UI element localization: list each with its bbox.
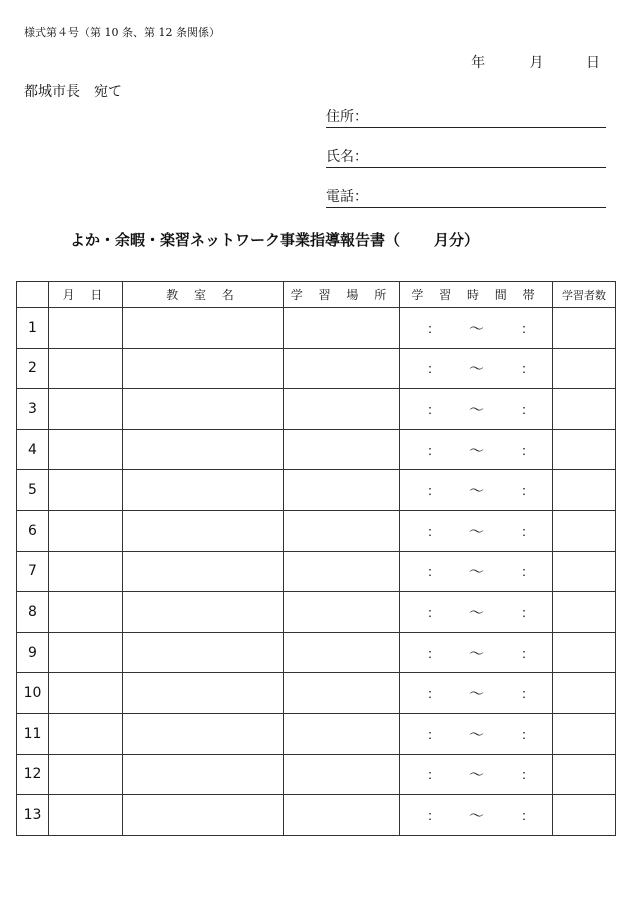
table-row: [17, 795, 616, 836]
class-name-cell[interactable]: [123, 470, 284, 511]
date-cell[interactable]: [49, 795, 123, 836]
time-range-tilde: ～: [469, 644, 485, 663]
location-cell[interactable]: [284, 308, 400, 349]
name-label: 氏名：: [326, 149, 368, 165]
table-row: [17, 592, 616, 633]
end-time-colon: ：: [521, 768, 535, 784]
class-name-cell[interactable]: [123, 632, 284, 673]
table-row: [17, 673, 616, 714]
end-time-colon: ：: [521, 687, 535, 703]
header-no: [17, 282, 49, 308]
learner-count-cell[interactable]: [553, 470, 616, 511]
date-cell[interactable]: [49, 470, 123, 511]
date-cell[interactable]: [49, 713, 123, 754]
table-row: [17, 429, 616, 470]
location-cell[interactable]: [284, 470, 400, 511]
class-name-cell[interactable]: [123, 308, 284, 349]
table-row: [17, 632, 616, 673]
date-month: 月: [529, 55, 544, 71]
time-range-tilde: ～: [469, 359, 485, 378]
date-cell[interactable]: [49, 754, 123, 795]
start-time-colon: ：: [427, 606, 441, 622]
date-cell[interactable]: [49, 673, 123, 714]
location-cell[interactable]: [284, 713, 400, 754]
row-number: 12: [17, 754, 49, 795]
phone-label: 電話：: [326, 189, 368, 205]
table-row: [17, 470, 616, 511]
time-range-tilde: ～: [469, 725, 485, 744]
table-row: [17, 389, 616, 430]
time-range-tilde: ～: [469, 562, 485, 581]
time-range-tilde: ～: [469, 765, 485, 784]
start-time-colon: ：: [427, 687, 441, 703]
table-row: [17, 510, 616, 551]
learner-count-cell[interactable]: [553, 754, 616, 795]
time-slot-cell[interactable]: [400, 754, 553, 795]
time-slot-cell[interactable]: [400, 632, 553, 673]
date-cell[interactable]: [49, 592, 123, 633]
table-header-row: [17, 282, 616, 308]
date-year: 年: [471, 55, 486, 71]
time-range-tilde: ～: [469, 441, 485, 460]
date-cell[interactable]: [49, 632, 123, 673]
learner-count-cell[interactable]: [553, 592, 616, 633]
header-time-slot: 学 習 時 間 帯: [400, 282, 553, 308]
header-class-name: 教 室 名: [123, 282, 284, 308]
report-table: [16, 281, 616, 836]
end-time-colon: ：: [521, 322, 535, 338]
row-number: 6: [17, 510, 49, 551]
date-row: [471, 52, 600, 72]
start-time-colon: ：: [427, 768, 441, 784]
date-day: 日: [586, 55, 600, 71]
table-row: [17, 551, 616, 592]
time-range-tilde: ～: [469, 684, 485, 703]
learner-count-cell[interactable]: [553, 308, 616, 349]
time-slot-cell[interactable]: [400, 348, 553, 389]
row-number: 5: [17, 470, 49, 511]
start-time-colon: ：: [427, 647, 441, 663]
row-number: 4: [17, 429, 49, 470]
start-time-colon: ：: [427, 484, 441, 500]
start-time-colon: ：: [427, 809, 441, 825]
learner-count-cell[interactable]: [553, 673, 616, 714]
class-name-cell[interactable]: [123, 713, 284, 754]
location-cell[interactable]: [284, 389, 400, 430]
address-label: 住所：: [326, 109, 368, 125]
start-time-colon: ：: [427, 525, 441, 541]
report-title-suffix: 月分）: [434, 231, 480, 249]
end-time-colon: ：: [521, 606, 535, 622]
class-name-cell[interactable]: [123, 348, 284, 389]
end-time-colon: ：: [521, 444, 535, 460]
report-title-text: よか・余暇・楽習ネットワーク事業指導報告書（: [70, 231, 401, 249]
name-field[interactable]: [326, 147, 606, 168]
end-time-colon: ：: [521, 403, 535, 419]
table-row: [17, 713, 616, 754]
start-time-colon: ：: [427, 403, 441, 419]
time-slot-cell[interactable]: [400, 389, 553, 430]
end-time-colon: ：: [521, 565, 535, 581]
row-number: 7: [17, 551, 49, 592]
date-cell[interactable]: [49, 389, 123, 430]
class-name-cell[interactable]: [123, 510, 284, 551]
end-time-colon: ：: [521, 809, 535, 825]
phone-field[interactable]: [326, 187, 606, 208]
addressee: 都城市長 宛て: [24, 84, 122, 100]
time-range-tilde: ～: [469, 319, 485, 338]
row-number: 9: [17, 632, 49, 673]
date-cell[interactable]: [49, 308, 123, 349]
time-range-tilde: ～: [469, 400, 485, 419]
learner-count-cell[interactable]: [553, 510, 616, 551]
learner-count-cell[interactable]: [553, 348, 616, 389]
class-name-cell[interactable]: [123, 592, 284, 633]
location-cell[interactable]: [284, 348, 400, 389]
address-field[interactable]: [326, 107, 606, 128]
location-cell[interactable]: [284, 592, 400, 633]
table-row: [17, 308, 616, 349]
form-number: 様式第４号（第 10 条、第 12 条関係）: [24, 26, 220, 39]
time-slot-cell[interactable]: [400, 470, 553, 511]
time-slot-cell[interactable]: [400, 510, 553, 551]
start-time-colon: ：: [427, 728, 441, 744]
start-time-colon: ：: [427, 565, 441, 581]
class-name-cell[interactable]: [123, 551, 284, 592]
time-slot-cell[interactable]: [400, 592, 553, 633]
end-time-colon: ：: [521, 728, 535, 744]
class-name-cell[interactable]: [123, 795, 284, 836]
start-time-colon: ：: [427, 362, 441, 378]
row-number: 10: [17, 673, 49, 714]
start-time-colon: ：: [427, 444, 441, 460]
row-number: 11: [17, 713, 49, 754]
header-date: 月 日: [49, 282, 123, 308]
end-time-colon: ：: [521, 525, 535, 541]
time-slot-cell[interactable]: [400, 673, 553, 714]
learner-count-cell[interactable]: [553, 429, 616, 470]
date-cell[interactable]: [49, 429, 123, 470]
learner-count-cell[interactable]: [553, 632, 616, 673]
time-slot-cell[interactable]: [400, 429, 553, 470]
time-range-tilde: ～: [469, 806, 485, 825]
location-cell[interactable]: [284, 429, 400, 470]
learner-count-cell[interactable]: [553, 551, 616, 592]
end-time-colon: ：: [521, 362, 535, 378]
time-slot-cell[interactable]: [400, 795, 553, 836]
row-number: 2: [17, 348, 49, 389]
class-name-cell[interactable]: [123, 389, 284, 430]
end-time-colon: ：: [521, 647, 535, 663]
learner-count-cell[interactable]: [553, 713, 616, 754]
time-range-tilde: ～: [469, 481, 485, 500]
location-cell[interactable]: [284, 673, 400, 714]
row-number: 13: [17, 795, 49, 836]
start-time-colon: ：: [427, 322, 441, 338]
row-number: 1: [17, 308, 49, 349]
date-cell[interactable]: [49, 551, 123, 592]
header-location: 学 習 場 所: [284, 282, 400, 308]
class-name-cell[interactable]: [123, 429, 284, 470]
class-name-cell[interactable]: [123, 673, 284, 714]
date-cell[interactable]: [49, 348, 123, 389]
time-slot-cell[interactable]: [400, 551, 553, 592]
location-cell[interactable]: [284, 551, 400, 592]
location-cell[interactable]: [284, 632, 400, 673]
time-range-tilde: ～: [469, 522, 485, 541]
time-slot-cell[interactable]: [400, 308, 553, 349]
learner-count-cell[interactable]: [553, 389, 616, 430]
row-number: 8: [17, 592, 49, 633]
time-slot-cell[interactable]: [400, 713, 553, 754]
date-cell[interactable]: [49, 510, 123, 551]
location-cell[interactable]: [284, 510, 400, 551]
report-title: [70, 229, 479, 250]
location-cell[interactable]: [284, 754, 400, 795]
time-range-tilde: ～: [469, 603, 485, 622]
row-number: 3: [17, 389, 49, 430]
learner-count-cell[interactable]: [553, 795, 616, 836]
class-name-cell[interactable]: [123, 754, 284, 795]
table-row: [17, 348, 616, 389]
table-row: [17, 754, 616, 795]
header-learner-count: 学習者数: [553, 282, 616, 308]
end-time-colon: ：: [521, 484, 535, 500]
location-cell[interactable]: [284, 795, 400, 836]
